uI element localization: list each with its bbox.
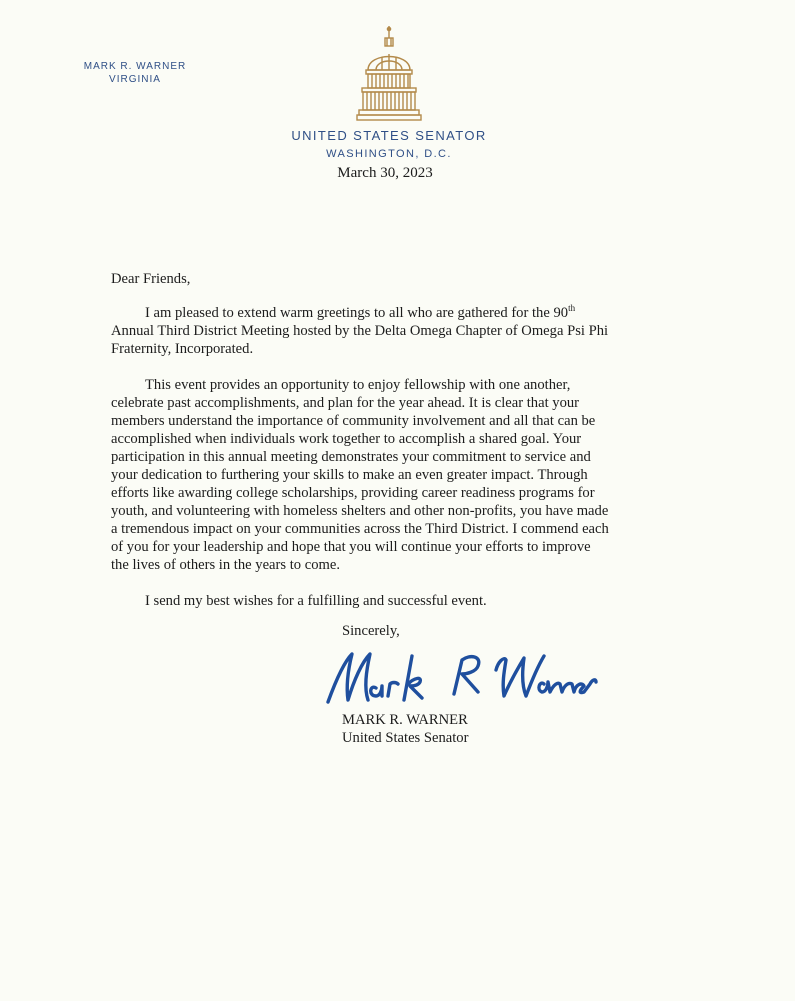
ordinal-suffix: th <box>568 303 576 314</box>
letter-body <box>111 270 611 610</box>
office-city: WASHINGTON, D.C. <box>326 148 452 160</box>
capitol-dome-icon <box>356 24 422 122</box>
sender-name: MARK R. WARNER <box>83 61 187 72</box>
paragraph-greeting-text-end: Annual Third District Meeting hosted by the Delta Omega Chapter of Omega Psi Phi Fraternity, Incorporated. <box>111 323 609 357</box>
paragraph-greeting-text-start: I am pleased to extend warm greetings to all who are gathered for the 90 <box>145 305 569 321</box>
handwritten-signature <box>318 640 598 712</box>
letterhead-sender <box>70 60 200 86</box>
sender-state: VIRGINIA <box>109 74 161 85</box>
signer-name: MARK R. WARNER <box>342 712 468 728</box>
paragraph-event: This event provides an opportunity to enjoy fellowship with one another, celebrate past accomplishments, and plan for the year ahead. It is clear that your members understand the importance of community involvement and all that can be accomplished when individuals work together to accomplish a shared goal. Your participation in this annual meeting demonstrates your commitment to service and your dedication to furthering your skills to make an even greater impact. Through efforts like awarding college scholarships, providing career readiness programs for youth, and volunteering with homeless shelters and other non-profits, you have made a tremendous impact on your communities across the Third District. I commend each of you for your leadership and hope that you will continue your efforts to improve the lives of others in the years to come. <box>111 377 609 573</box>
signer-title: United States Senator <box>342 730 469 746</box>
valediction: Sincerely, <box>342 623 400 639</box>
closing-block <box>342 622 602 640</box>
office-title: UNITED STATES SENATOR <box>291 128 487 143</box>
paragraph-wishes: I send my best wishes for a fulfilling and successful event. <box>145 593 487 609</box>
letter-date: March 30, 2023 <box>337 165 433 181</box>
salutation: Dear Friends, <box>111 271 191 287</box>
paragraph-greeting <box>111 304 611 358</box>
